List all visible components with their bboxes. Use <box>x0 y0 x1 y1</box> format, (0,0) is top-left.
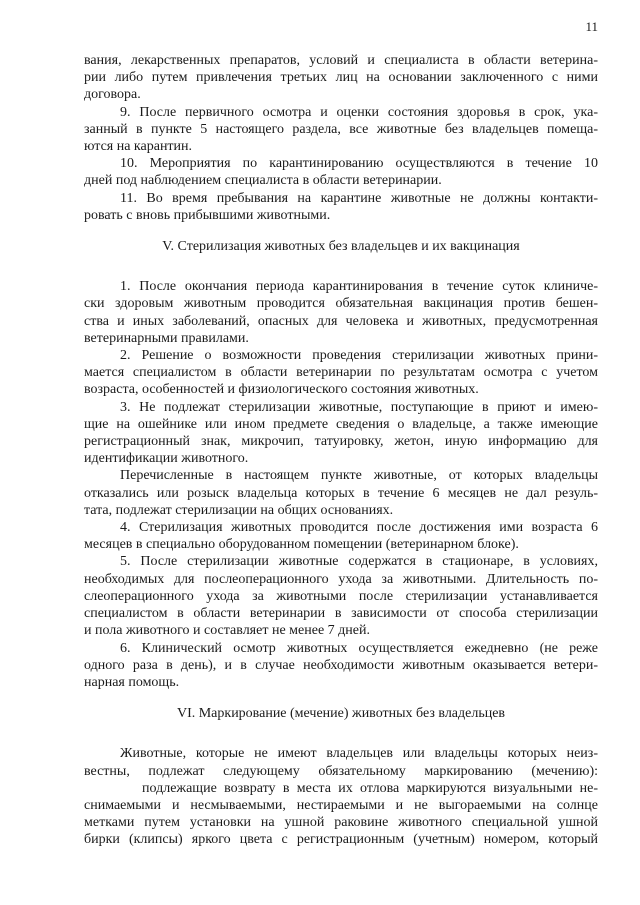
text-line: месяцев в специально оборудованном помещении (ветеринарном блоке). <box>84 537 519 553</box>
text-line: идентификации животного. <box>84 451 249 467</box>
text-line: дней под наблюдением специалиста в области ветеринарии. <box>84 173 442 189</box>
text-line: 9. После первичного осмотра и оценки состояния здоровья в срок, ука- <box>120 104 598 120</box>
text-line: занный в пункте 5 настоящего раздела, все животные без владельцев помеща- <box>84 121 598 137</box>
text-line: 6. Клинический осмотр животных осуществляется ежедневно (не реже <box>120 640 598 656</box>
text-line: ровать с вновь прибывшими животными. <box>84 207 331 223</box>
text-line: метками путем установки на ушной раковине животного специальной ушной <box>84 815 598 831</box>
section-continuation <box>84 52 598 224</box>
text-line: подлежащие возврату в места их отлова маркируются визуальными не- <box>142 780 598 796</box>
text-line: 10. Мероприятия по карантинированию осуществляются в течение 10 <box>120 156 598 172</box>
text-line: возраста, особенностей и физиологического состояния животных. <box>84 382 479 398</box>
section-vi-body <box>84 745 598 848</box>
page-number: 11 <box>585 19 598 34</box>
text-line: нарная помощь. <box>84 674 180 690</box>
section-heading-v: V. Стерилизация животных без владельцев и их вакцинация <box>162 239 520 255</box>
text-line: 1. После окончания периода карантинирования в течение суток клиниче- <box>120 279 598 295</box>
text-line: необходимых для послеоперационного ухода за животными. Длительность по- <box>84 571 598 587</box>
text-line: регистрационный знак, микрочип, татуировку, жетон, иную информацию для <box>84 434 598 450</box>
text-line: бирки (клипсы) яркого цвета с регистрационным (учетным) номером, который <box>84 832 598 848</box>
text-line: одного раза в день), и в случае необходимости животным оказывается ветери- <box>84 657 598 673</box>
section-v-body <box>84 278 598 691</box>
text-line: ства и иных заболеваний, опасных для человека и животных, предусмотренная <box>84 313 598 329</box>
text-line: 5. После стерилизации животные содержатся в стационаре, в условиях, <box>120 554 598 570</box>
text-line: рии либо путем привлечения третьих лиц на основании заключенного с ними <box>84 70 598 86</box>
text-line: ски здоровым животным проводится обязательная вакцинация против бешен- <box>84 296 598 312</box>
text-line: 4. Стерилизация животных проводится после достижения ими возраста 6 <box>120 520 598 536</box>
text-line: Животные, которые не имеют владельцев или владельцы которых неиз- <box>120 746 598 762</box>
text-line: слеоперационного ухода за животными после стерилизации устанавливается <box>84 588 598 604</box>
text-line: вания, лекарственных препаратов, условий и специалиста в области ветерина- <box>84 53 598 68</box>
text-line: 3. Не подлежат стерилизации животные, поступающие в приют и имею- <box>120 399 598 415</box>
text-line: тата, подлежат стерилизации на общих основаниях. <box>84 502 394 518</box>
section-heading-vi: VI. Маркирование (мечение) животных без владельцев <box>176 706 506 722</box>
text-line: Перечисленные в настоящем пункте животные, от которых владельцы <box>120 468 598 484</box>
text-line: отказались или розыск владельца которых в течение 6 месяцев не дал резуль- <box>84 485 598 501</box>
text-line: договора. <box>84 87 141 103</box>
page-content <box>84 52 598 849</box>
text-line: 2. Решение о возможности проведения стерилизации животных прини- <box>120 348 598 364</box>
text-line: щие на ошейнике или ином предмете сведения о владельце, а также имеющие <box>84 416 598 432</box>
text-line: снимаемыми и несмываемыми, нестираемыми и не выгораемыми на солнце <box>84 797 598 813</box>
text-line: ветеринарными правилами. <box>84 330 249 346</box>
text-line: 11. Во время пребывания на карантине животные не должны контакти- <box>120 190 598 206</box>
text-line: мается специалистом в области ветеринарии по результатам осмотра с учетом <box>84 365 598 381</box>
text-line: вестны, подлежат следующему обязательному маркированию (мечению): <box>84 763 598 779</box>
text-line: и пола животного и составляет не менее 7 дней. <box>84 623 370 639</box>
text-line: специалистом в области ветеринарии в зависимости от способа стерилизации <box>84 606 598 622</box>
text-line: ются на карантин. <box>84 139 193 155</box>
